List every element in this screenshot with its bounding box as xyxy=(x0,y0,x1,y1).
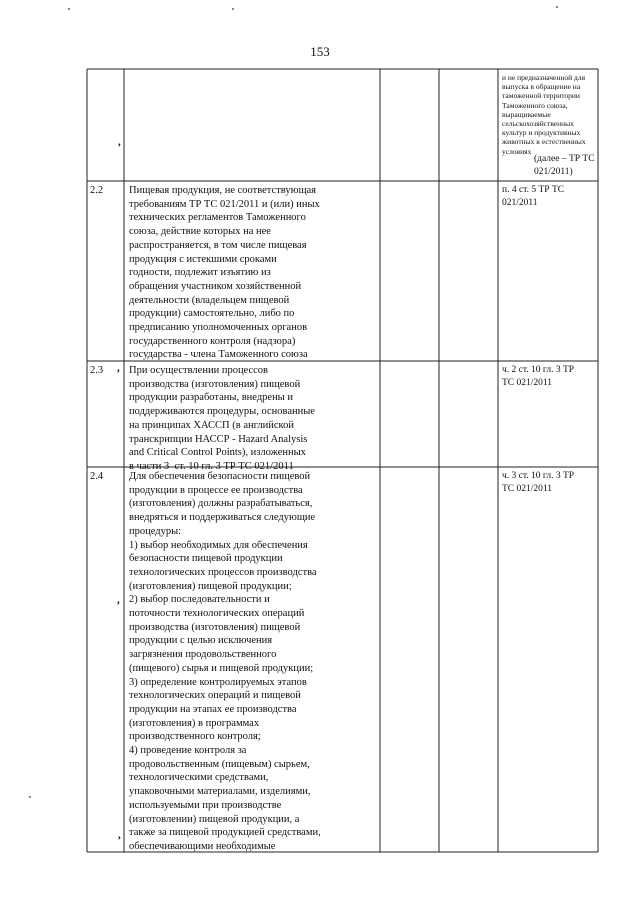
page-number: 153 xyxy=(310,44,330,59)
scan-speck xyxy=(29,796,31,798)
scan-mark: , xyxy=(118,136,121,148)
row-2-2-requirement: Пищевая продукция, не соответствующая требованиям ТР ТС 021/2011 и (или) иных технических регламентов Таможенного союза, действие которых на нее распространяется, в том числе пищевая продукция с истекшими сроками годности, подлежит изъятию из обращения участником хозяйственной деятельности (владельцем пищевой продукции) самостоятельно, либо по предписанию уполномоченных органов государственного контроля (надзора) государства - члена Таможенного союза xyxy=(129,185,320,361)
scan-speck xyxy=(68,8,70,10)
row-1-reference-small: и не предназначенной для выпуска в обращение на таможенной территории Таможенного союза, выращиваемые сельскохозяйственных культур и продуктивных животных в естественных условиях xyxy=(502,73,586,156)
row-2-2-reference: п. 4 ст. 5 ТР ТС 021/2011 xyxy=(502,185,565,208)
scan-mark: , xyxy=(117,362,120,374)
row-2-4-requirement: Для обеспечения безопасности пищевой продукции в процессе ее производства (изготовления) должны разрабатываться, внедряться и поддерживаться следующие процедуры: 1) выбор необходимых для обеспечения безопасности пищевой продукции технологических процессов производства (изготовления) пищевой продукции; 2) выбор последовательности и поточности технологических операций производства (изготовления) пищевой продукции с целью исключения загрязнения продовольственного (пищевого) сырья и пищевой продукции; 3) определение контролируемых этапов технологических операций и пищевой продукции на этапах ее производства (изготовления) в программах производственного контроля; 4) проведение контроля за продовольственным (пищевым) сырьем, технологическими средствами, упаковочными материалами, изделиями, используемыми при производстве (изготовлении) пищевой продукции, а также за пищевой продукцией средствами, обеспечивающими необходимые xyxy=(129,471,321,852)
row-2-3-number: 2.3 xyxy=(90,365,104,376)
scan-speck xyxy=(556,6,558,8)
scan-mark: , xyxy=(117,594,120,606)
row-2-4-number: 2.4 xyxy=(90,471,104,482)
scan-mark: , xyxy=(118,829,121,841)
row-1-reference-tail: (далее – ТР ТС 021/2011) xyxy=(534,154,595,177)
scan-speck xyxy=(232,8,234,10)
row-2-4-reference: ч. 3 ст. 10 гл. 3 ТР ТС 021/2011 xyxy=(502,471,575,494)
row-2-3-requirement: При осуществлении процессов производства (изготовления) пищевой продукции разработаны, внедрены и поддерживаются процедуры, основанные на принципах ХАССП (в английской транскрипции НАССР - Hazard Analysis and Critical Control Points), изложенных в части 3 ст. 10 гл. 3 ТР ТС 021/2011 xyxy=(129,365,315,472)
row-2-2-number: 2.2 xyxy=(90,185,104,196)
row-2-3-reference: ч. 2 ст. 10 гл. 3 ТР ТС 021/2011 xyxy=(502,365,575,388)
